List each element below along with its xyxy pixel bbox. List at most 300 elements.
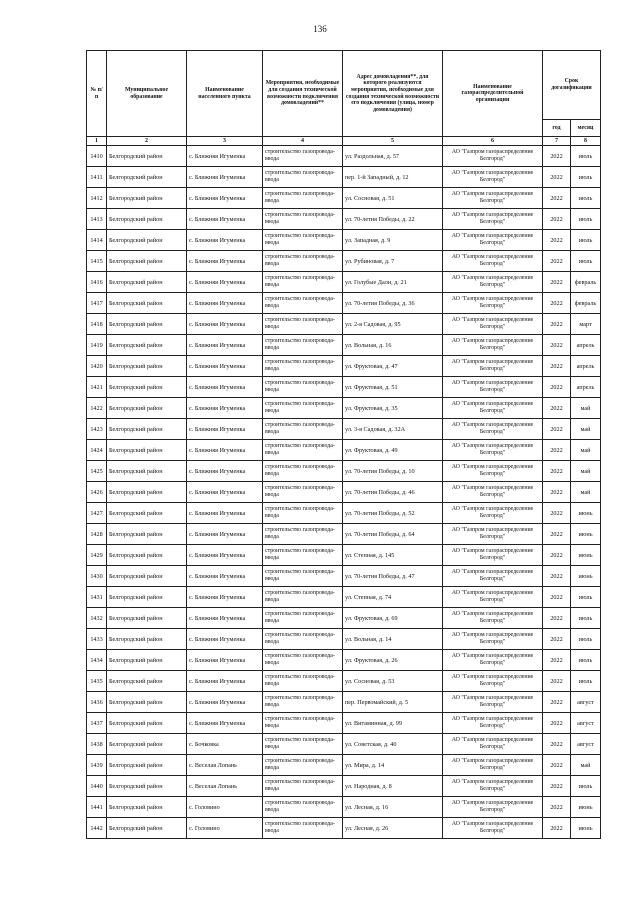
municipality-cell: Белгородский район xyxy=(107,440,187,461)
table-row xyxy=(87,356,601,377)
activity-cell: строительство газопровода-ввода xyxy=(263,587,343,608)
month-cell: февраль xyxy=(571,293,601,314)
municipality-cell: Белгородский район xyxy=(107,482,187,503)
settlement-cell: с. Ближняя Игуменка xyxy=(187,440,263,461)
row-number: 1410 xyxy=(87,146,107,167)
activity-cell: строительство газопровода-ввода xyxy=(263,167,343,188)
year-cell: 2022 xyxy=(543,398,571,419)
municipality-cell: Белгородский район xyxy=(107,629,187,650)
table-row xyxy=(87,482,601,503)
table-row xyxy=(87,461,601,482)
organization-cell: АО "Газпром газораспределение Белгород" xyxy=(443,251,543,272)
address-cell: ул. Фруктовая, д. 51 xyxy=(343,377,443,398)
year-cell: 2022 xyxy=(543,356,571,377)
gasification-table xyxy=(86,50,601,839)
activity-cell: строительство газопровода-ввода xyxy=(263,293,343,314)
year-cell: 2022 xyxy=(543,188,571,209)
header-settlement: Наименование населенного пункта xyxy=(187,51,263,137)
table-row xyxy=(87,419,601,440)
column-number: 1 xyxy=(87,137,107,146)
address-cell: ул. 3-я Садовая, д. 32А xyxy=(343,419,443,440)
year-cell: 2022 xyxy=(543,608,571,629)
month-cell: май xyxy=(571,440,601,461)
year-cell: 2022 xyxy=(543,461,571,482)
month-cell: август xyxy=(571,692,601,713)
activity-cell: строительство газопровода-ввода xyxy=(263,230,343,251)
table-row xyxy=(87,608,601,629)
address-cell: ул. Фруктовая, д. 47 xyxy=(343,356,443,377)
municipality-cell: Белгородский район xyxy=(107,251,187,272)
month-cell: июнь xyxy=(571,524,601,545)
row-number: 1434 xyxy=(87,650,107,671)
row-number: 1413 xyxy=(87,209,107,230)
settlement-cell: с. Ближняя Игуменка xyxy=(187,377,263,398)
table-row xyxy=(87,566,601,587)
year-cell: 2022 xyxy=(543,230,571,251)
table-row xyxy=(87,377,601,398)
municipality-cell: Белгородский район xyxy=(107,377,187,398)
organization-cell: АО "Газпром газораспределение Белгород" xyxy=(443,818,543,839)
row-number: 1431 xyxy=(87,587,107,608)
organization-cell: АО "Газпром газораспределение Белгород" xyxy=(443,356,543,377)
row-number: 1420 xyxy=(87,356,107,377)
activity-cell: строительство газопровода-ввода xyxy=(263,755,343,776)
municipality-cell: Белгородский район xyxy=(107,293,187,314)
address-cell: пер. Первомайский, д. 5 xyxy=(343,692,443,713)
activity-cell: строительство газопровода-ввода xyxy=(263,545,343,566)
settlement-cell: с. Ближняя Игуменка xyxy=(187,524,263,545)
organization-cell: АО "Газпром газораспределение Белгород" xyxy=(443,545,543,566)
row-number: 1437 xyxy=(87,713,107,734)
month-cell: июль xyxy=(571,251,601,272)
row-number: 1421 xyxy=(87,377,107,398)
row-number: 1436 xyxy=(87,692,107,713)
row-number: 1415 xyxy=(87,251,107,272)
settlement-cell: с. Ближняя Игуменка xyxy=(187,545,263,566)
year-cell: 2022 xyxy=(543,545,571,566)
activity-cell: строительство газопровода-ввода xyxy=(263,188,343,209)
municipality-cell: Белгородский район xyxy=(107,545,187,566)
municipality-cell: Белгородский район xyxy=(107,335,187,356)
settlement-cell: с. Ближняя Игуменка xyxy=(187,566,263,587)
settlement-cell: с. Ближняя Игуменка xyxy=(187,692,263,713)
table-row xyxy=(87,818,601,839)
address-cell: ул. 70-летия Победы, д. 46 xyxy=(343,482,443,503)
address-cell: ул. Витаминная, д. 99 xyxy=(343,713,443,734)
address-cell: ул. Сосновая, д. 51 xyxy=(343,188,443,209)
column-number: 2 xyxy=(107,137,187,146)
year-cell: 2022 xyxy=(543,587,571,608)
address-cell: ул. Фруктовая, д. 69 xyxy=(343,608,443,629)
activity-cell: строительство газопровода-ввода xyxy=(263,671,343,692)
address-cell: ул. Фруктовая, д. 49 xyxy=(343,440,443,461)
settlement-cell: с. Ближняя Игуменка xyxy=(187,503,263,524)
month-cell: май xyxy=(571,461,601,482)
activity-cell: строительство газопровода-ввода xyxy=(263,650,343,671)
activity-cell: строительство газопровода-ввода xyxy=(263,398,343,419)
settlement-cell: с. Веселая Лопань xyxy=(187,776,263,797)
month-cell: июль xyxy=(571,209,601,230)
organization-cell: АО "Газпром газораспределение Белгород" xyxy=(443,587,543,608)
activity-cell: строительство газопровода-ввода xyxy=(263,692,343,713)
month-cell: февраль xyxy=(571,272,601,293)
row-number: 1424 xyxy=(87,440,107,461)
year-cell: 2022 xyxy=(543,713,571,734)
column-number: 7 xyxy=(543,137,571,146)
table-row xyxy=(87,314,601,335)
column-number: 5 xyxy=(343,137,443,146)
address-cell: пер. 1-й Западный, д. 12 xyxy=(343,167,443,188)
activity-cell: строительство газопровода-ввода xyxy=(263,251,343,272)
table-row xyxy=(87,335,601,356)
settlement-cell: с. Ближняя Игуменка xyxy=(187,230,263,251)
table-row xyxy=(87,524,601,545)
organization-cell: АО "Газпром газораспределение Белгород" xyxy=(443,776,543,797)
year-cell: 2022 xyxy=(543,335,571,356)
settlement-cell: с. Головино xyxy=(187,818,263,839)
activity-cell: строительство газопровода-ввода xyxy=(263,335,343,356)
organization-cell: АО "Газпром газораспределение Белгород" xyxy=(443,461,543,482)
settlement-cell: с. Ближняя Игуменка xyxy=(187,209,263,230)
organization-cell: АО "Газпром газораспределение Белгород" xyxy=(443,482,543,503)
year-cell: 2022 xyxy=(543,797,571,818)
year-cell: 2022 xyxy=(543,167,571,188)
settlement-cell: с. Ближняя Игуменка xyxy=(187,713,263,734)
activity-cell: строительство газопровода-ввода xyxy=(263,356,343,377)
organization-cell: АО "Газпром газораспределение Белгород" xyxy=(443,734,543,755)
settlement-cell: с. Ближняя Игуменка xyxy=(187,356,263,377)
organization-cell: АО "Газпром газораспределение Белгород" xyxy=(443,650,543,671)
row-number: 1442 xyxy=(87,818,107,839)
municipality-cell: Белгородский район xyxy=(107,650,187,671)
row-number: 1430 xyxy=(87,566,107,587)
month-cell: июль xyxy=(571,167,601,188)
municipality-cell: Белгородский район xyxy=(107,797,187,818)
address-cell: ул. Голубые Дали, д. 21 xyxy=(343,272,443,293)
table-row xyxy=(87,587,601,608)
year-cell: 2022 xyxy=(543,251,571,272)
address-cell: ул. 2-я Садовая, д. 95 xyxy=(343,314,443,335)
address-cell: ул. Советская, д. 40 xyxy=(343,734,443,755)
table-row xyxy=(87,734,601,755)
month-cell: май xyxy=(571,398,601,419)
settlement-cell: с. Ближняя Игуменка xyxy=(187,671,263,692)
organization-cell: АО "Газпром газораспределение Белгород" xyxy=(443,272,543,293)
address-cell: ул. Народная, д. 8 xyxy=(343,776,443,797)
organization-cell: АО "Газпром газораспределение Белгород" xyxy=(443,398,543,419)
month-cell: август xyxy=(571,734,601,755)
organization-cell: АО "Газпром газораспределение Белгород" xyxy=(443,230,543,251)
organization-cell: АО "Газпром газораспределение Белгород" xyxy=(443,713,543,734)
organization-cell: АО "Газпром газораспределение Белгород" xyxy=(443,419,543,440)
month-cell: апрель xyxy=(571,356,601,377)
year-cell: 2022 xyxy=(543,293,571,314)
settlement-cell: с. Ближняя Игуменка xyxy=(187,398,263,419)
organization-cell: АО "Газпром газораспределение Белгород" xyxy=(443,797,543,818)
settlement-cell: с. Ближняя Игуменка xyxy=(187,608,263,629)
municipality-cell: Белгородский район xyxy=(107,356,187,377)
municipality-cell: Белгородский район xyxy=(107,503,187,524)
municipality-cell: Белгородский район xyxy=(107,755,187,776)
activity-cell: строительство газопровода-ввода xyxy=(263,209,343,230)
year-cell: 2022 xyxy=(543,146,571,167)
organization-cell: АО "Газпром газораспределение Белгород" xyxy=(443,314,543,335)
year-cell: 2022 xyxy=(543,377,571,398)
header-num: № п/п xyxy=(87,51,107,137)
address-cell: ул. 70-летия Победы, д. 22 xyxy=(343,209,443,230)
activity-cell: строительство газопровода-ввода xyxy=(263,272,343,293)
settlement-cell: с. Ближняя Игуменка xyxy=(187,188,263,209)
table-row xyxy=(87,713,601,734)
table-row xyxy=(87,293,601,314)
address-cell: ул. 70-летия Победы, д. 10 xyxy=(343,461,443,482)
table-row xyxy=(87,440,601,461)
settlement-cell: с. Ближняя Игуменка xyxy=(187,272,263,293)
table-row xyxy=(87,692,601,713)
column-number: 8 xyxy=(571,137,601,146)
activity-cell: строительство газопровода-ввода xyxy=(263,440,343,461)
organization-cell: АО "Газпром газораспределение Белгород" xyxy=(443,524,543,545)
organization-cell: АО "Газпром газораспределение Белгород" xyxy=(443,293,543,314)
row-number: 1414 xyxy=(87,230,107,251)
activity-cell: строительство газопровода-ввода xyxy=(263,482,343,503)
header-municipality: Муниципальное образование xyxy=(107,51,187,137)
month-cell: июль xyxy=(571,650,601,671)
activity-cell: строительство газопровода-ввода xyxy=(263,608,343,629)
table-row xyxy=(87,671,601,692)
table-row xyxy=(87,398,601,419)
address-cell: ул. Лесная, д. 26 xyxy=(343,818,443,839)
row-number: 1428 xyxy=(87,524,107,545)
year-cell: 2022 xyxy=(543,314,571,335)
table-row xyxy=(87,503,601,524)
organization-cell: АО "Газпром газораспределение Белгород" xyxy=(443,209,543,230)
header-month: месяц xyxy=(571,120,601,137)
year-cell: 2022 xyxy=(543,272,571,293)
settlement-cell: с. Веселая Лопань xyxy=(187,755,263,776)
municipality-cell: Белгородский район xyxy=(107,398,187,419)
year-cell: 2022 xyxy=(543,524,571,545)
settlement-cell: с. Ближняя Игуменка xyxy=(187,629,263,650)
table-row xyxy=(87,146,601,167)
row-number: 1429 xyxy=(87,545,107,566)
year-cell: 2022 xyxy=(543,566,571,587)
municipality-cell: Белгородский район xyxy=(107,671,187,692)
activity-cell: строительство газопровода-ввода xyxy=(263,461,343,482)
address-cell: ул. Фруктовая, д. 26 xyxy=(343,650,443,671)
activity-cell: строительство газопровода-ввода xyxy=(263,797,343,818)
year-cell: 2022 xyxy=(543,629,571,650)
settlement-cell: с. Ближняя Игуменка xyxy=(187,251,263,272)
year-cell: 2022 xyxy=(543,671,571,692)
activity-cell: строительство газопровода-ввода xyxy=(263,524,343,545)
month-cell: июль xyxy=(571,587,601,608)
activity-cell: строительство газопровода-ввода xyxy=(263,566,343,587)
header-activities: Мероприятия, необходимые для создания технической возможности подключения домовладений** xyxy=(263,51,343,137)
month-cell: июнь xyxy=(571,818,601,839)
municipality-cell: Белгородский район xyxy=(107,461,187,482)
activity-cell: строительство газопровода-ввода xyxy=(263,776,343,797)
month-cell: апрель xyxy=(571,377,601,398)
year-cell: 2022 xyxy=(543,818,571,839)
row-number: 1422 xyxy=(87,398,107,419)
organization-cell: АО "Газпром газораспределение Белгород" xyxy=(443,146,543,167)
address-cell: ул. 70-летия Победы, д. 52 xyxy=(343,503,443,524)
organization-cell: АО "Газпром газораспределение Белгород" xyxy=(443,566,543,587)
year-cell: 2022 xyxy=(543,692,571,713)
row-number: 1411 xyxy=(87,167,107,188)
municipality-cell: Белгородский район xyxy=(107,524,187,545)
activity-cell: строительство газопровода-ввода xyxy=(263,503,343,524)
municipality-cell: Белгородский район xyxy=(107,818,187,839)
header-address: Адрес домовладения**, для которого реализуются мероприятия, необходимые для создания технической возможности его подключения (улица, номер домовладения) xyxy=(343,51,443,137)
municipality-cell: Белгородский район xyxy=(107,692,187,713)
table-row xyxy=(87,776,601,797)
year-cell: 2022 xyxy=(543,209,571,230)
table-row xyxy=(87,209,601,230)
page-number: 136 xyxy=(313,24,327,34)
year-cell: 2022 xyxy=(543,482,571,503)
municipality-cell: Белгородский район xyxy=(107,230,187,251)
address-cell: ул. 70-летия Победы, д. 64 xyxy=(343,524,443,545)
organization-cell: АО "Газпром газораспределение Белгород" xyxy=(443,608,543,629)
row-number: 1439 xyxy=(87,755,107,776)
activity-cell: строительство газопровода-ввода xyxy=(263,629,343,650)
address-cell: ул. Мира, д. 14 xyxy=(343,755,443,776)
activity-cell: строительство газопровода-ввода xyxy=(263,314,343,335)
month-cell: июль xyxy=(571,776,601,797)
month-cell: май xyxy=(571,482,601,503)
column-number: 6 xyxy=(443,137,543,146)
settlement-cell: с. Ближняя Игуменка xyxy=(187,293,263,314)
organization-cell: АО "Газпром газораспределение Белгород" xyxy=(443,755,543,776)
organization-cell: АО "Газпром газораспределение Белгород" xyxy=(443,167,543,188)
municipality-cell: Белгородский район xyxy=(107,566,187,587)
settlement-cell: с. Ближняя Игуменка xyxy=(187,461,263,482)
row-number: 1418 xyxy=(87,314,107,335)
year-cell: 2022 xyxy=(543,650,571,671)
row-number: 1416 xyxy=(87,272,107,293)
address-cell: ул. Рубиновая, д. 7 xyxy=(343,251,443,272)
table-row xyxy=(87,650,601,671)
table-row xyxy=(87,188,601,209)
month-cell: июль xyxy=(571,146,601,167)
month-cell: июль xyxy=(571,629,601,650)
year-cell: 2022 xyxy=(543,419,571,440)
column-number: 3 xyxy=(187,137,263,146)
organization-cell: АО "Газпром газораспределение Белгород" xyxy=(443,335,543,356)
organization-cell: АО "Газпром газораспределение Белгород" xyxy=(443,692,543,713)
activity-cell: строительство газопровода-ввода xyxy=(263,377,343,398)
row-number: 1425 xyxy=(87,461,107,482)
month-cell: июнь xyxy=(571,566,601,587)
row-number: 1417 xyxy=(87,293,107,314)
address-cell: ул. Вольная, д. 14 xyxy=(343,629,443,650)
header-year: год xyxy=(543,120,571,137)
address-cell: ул. Вольная, д. 16 xyxy=(343,335,443,356)
address-cell: ул. 70-летия Победы, д. 36 xyxy=(343,293,443,314)
row-number: 1435 xyxy=(87,671,107,692)
header-term: Срок догазификации xyxy=(543,51,601,120)
year-cell: 2022 xyxy=(543,734,571,755)
address-cell: ул. Сосновая, д. 53 xyxy=(343,671,443,692)
row-number: 1433 xyxy=(87,629,107,650)
address-cell: ул. Фруктовая, д. 35 xyxy=(343,398,443,419)
municipality-cell: Белгородский район xyxy=(107,167,187,188)
settlement-cell: с. Ближняя Игуменка xyxy=(187,587,263,608)
row-number: 1427 xyxy=(87,503,107,524)
activity-cell: строительство газопровода-ввода xyxy=(263,734,343,755)
settlement-cell: с. Головино xyxy=(187,797,263,818)
organization-cell: АО "Газпром газораспределение Белгород" xyxy=(443,188,543,209)
address-cell: ул. Западная, д. 9 xyxy=(343,230,443,251)
address-cell: ул. Лесная, д. 16 xyxy=(343,797,443,818)
month-cell: июль xyxy=(571,230,601,251)
municipality-cell: Белгородский район xyxy=(107,587,187,608)
organization-cell: АО "Газпром газораспределение Белгород" xyxy=(443,503,543,524)
row-number: 1419 xyxy=(87,335,107,356)
header-organization: Наименование газораспределительной организации xyxy=(443,51,543,137)
activity-cell: строительство газопровода-ввода xyxy=(263,713,343,734)
organization-cell: АО "Газпром газораспределение Белгород" xyxy=(443,440,543,461)
municipality-cell: Белгородский район xyxy=(107,608,187,629)
settlement-cell: с. Ближняя Игуменка xyxy=(187,146,263,167)
address-cell: ул. Раздольная, д. 57 xyxy=(343,146,443,167)
activity-cell: строительство газопровода-ввода xyxy=(263,146,343,167)
table-body xyxy=(87,137,601,839)
settlement-cell: с. Ближняя Игуменка xyxy=(187,167,263,188)
month-cell: март xyxy=(571,314,601,335)
settlement-cell: с. Ближняя Игуменка xyxy=(187,650,263,671)
row-number: 1440 xyxy=(87,776,107,797)
activity-cell: строительство газопровода-ввода xyxy=(263,818,343,839)
organization-cell: АО "Газпром газораспределение Белгород" xyxy=(443,377,543,398)
row-number: 1441 xyxy=(87,797,107,818)
month-cell: июнь xyxy=(571,545,601,566)
month-cell: июнь xyxy=(571,503,601,524)
municipality-cell: Белгородский район xyxy=(107,419,187,440)
organization-cell: АО "Газпром газораспределение Белгород" xyxy=(443,671,543,692)
table-row xyxy=(87,545,601,566)
month-cell: май xyxy=(571,419,601,440)
table-row xyxy=(87,251,601,272)
year-cell: 2022 xyxy=(543,755,571,776)
column-number: 4 xyxy=(263,137,343,146)
month-cell: июль xyxy=(571,608,601,629)
year-cell: 2022 xyxy=(543,440,571,461)
month-cell: август xyxy=(571,713,601,734)
municipality-cell: Белгородский район xyxy=(107,188,187,209)
row-number: 1432 xyxy=(87,608,107,629)
address-cell: ул. 70-летия Победы, д. 47 xyxy=(343,566,443,587)
year-cell: 2022 xyxy=(543,776,571,797)
municipality-cell: Белгородский район xyxy=(107,776,187,797)
month-cell: май xyxy=(571,755,601,776)
table-row xyxy=(87,230,601,251)
row-number: 1438 xyxy=(87,734,107,755)
municipality-cell: Белгородский район xyxy=(107,734,187,755)
table-row xyxy=(87,629,601,650)
municipality-cell: Белгородский район xyxy=(107,146,187,167)
settlement-cell: с. Ближняя Игуменка xyxy=(187,314,263,335)
settlement-cell: с. Ближняя Игуменка xyxy=(187,419,263,440)
column-number-row xyxy=(87,137,601,146)
address-cell: ул. Степная, д. 74 xyxy=(343,587,443,608)
municipality-cell: Белгородский район xyxy=(107,314,187,335)
settlement-cell: с. Ближняя Игуменка xyxy=(187,482,263,503)
address-cell: ул. Степная, д. 145 xyxy=(343,545,443,566)
row-number: 1426 xyxy=(87,482,107,503)
